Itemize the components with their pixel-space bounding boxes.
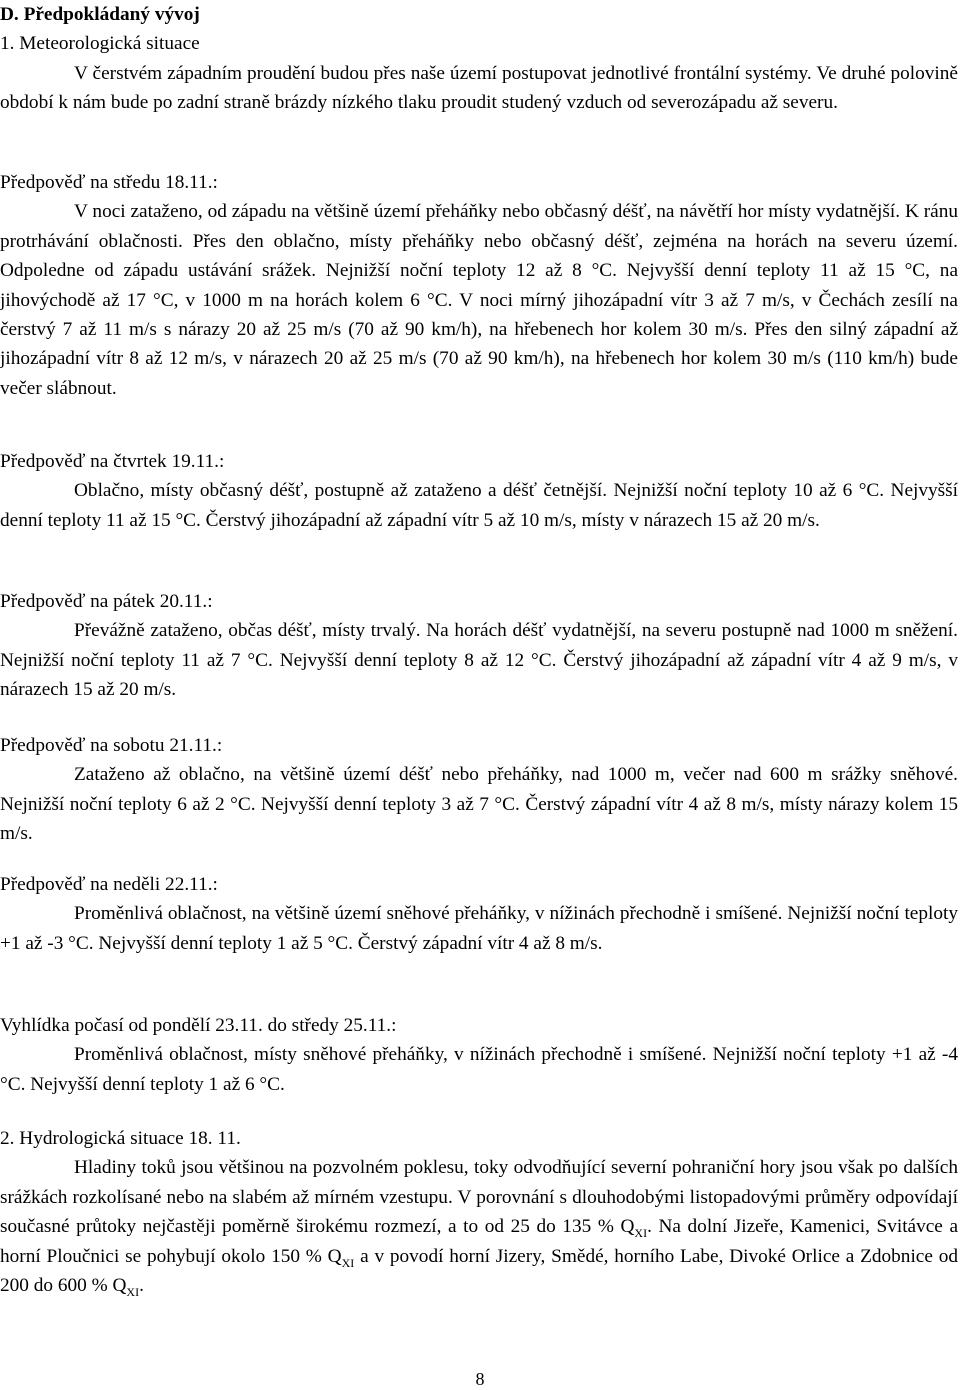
subsection-title-hydro: 2. Hydrologická situace 18. 11.	[0, 1128, 241, 1149]
forecast-label: Předpověď na neděli 22.11.:	[0, 874, 218, 895]
page-number: 8	[475, 1369, 485, 1389]
q-xi-symbol-2: Q	[327, 1245, 342, 1267]
hydro-text-2: . Na dolní Jizeře, Kamenici, Svitávce a horní Ploučnici se pohybují okolo 150 %	[0, 1216, 959, 1267]
section-d	[0, 0, 958, 118]
forecast-label: Předpověď na sobotu 21.11.:	[0, 735, 223, 756]
outlook-text: Proměnlivá oblačnost, místy sněhové přeháňky, v nížinách přechodně i smíšené. Nejnižší noční teploty +1 až -4 °C. Nejvyšší denní teploty 1 až 6 °C.	[0, 1044, 958, 1095]
q-xi-symbol-3: Q	[112, 1275, 127, 1297]
hydro-section	[0, 1124, 958, 1300]
hydro-text-1: Hladiny toků jsou většinou na pozvolném poklesu, toky odvodňující severní pohraniční hory jsou však po dalších srážkách rozkolísané nebo na slabém až mírném vzestupu. V porovnání s dlouhodobými listopadovými průměry odpovídají současné průtoky nejčastěji poměrně širokému rozmezí, a to od 25 do 135 %	[0, 1157, 958, 1238]
forecast-thursday	[0, 447, 958, 535]
outlook-label: Vyhlídka počasí od pondělí 23.11. do středy 25.11.:	[0, 1015, 397, 1036]
forecast-wednesday	[0, 168, 958, 403]
section-title: D. Předpokládaný vývoj	[0, 4, 200, 25]
forecast-text: V noci zataženo, od západu na většině území přeháňky nebo občasný déšť, na návětří hor místy vydatnější. K ránu protrhávání oblačnosti. Přes den oblačno, místy přeháňky nebo občasný déšť, zejména na horách na severu území. Odpoledne od západu ustávání srážek. Nejnižší noční teploty 12 až 8 °C. Nejvyšší denní teploty 11 až 15 °C, na jihovýchodě až 17 °C, v 1000 m na horách kolem 6 °C. V noci mírný jihozápadní vítr 3 až 7 m/s, v Čechách zesílí na čerstvý 7 až 11 m/s s nárazy 20 až 25 m/s (70 až 90 km/h), na hřebenech hor kolem 30 m/s. Přes den silný západní až jihozápadní vítr 8 až 12 m/s, v nárazech 20 až 25 m/s (70 až 90 km/h), na hřebenech hor kolem 30 m/s (110 km/h) bude večer slábnout.	[0, 201, 958, 399]
forecast-label: Předpověď na čtvrtek 19.11.:	[0, 451, 225, 472]
forecast-saturday	[0, 731, 958, 849]
forecast-friday	[0, 587, 958, 705]
forecast-sunday	[0, 870, 958, 958]
q-xi-subscript-2: XI	[341, 1255, 355, 1270]
forecast-text: Převážně zataženo, občas déšť, místy trvalý. Na horách déšť vydatnější, na severu postupně nad 1000 m sněžení. Nejnižší noční teploty 11 až 7 °C. Nejvyšší denní teploty 8 až 12 °C. Čerstvý jihozápadní až západní vítr 4 až 9 m/s, v nárazech 15 až 20 m/s.	[0, 620, 958, 701]
forecast-text: Proměnlivá oblačnost, na většině území sněhové přeháňky, v nížinách přechodně i smíšené. Nejnižší noční teploty +1 až -3 °C. Nejvyšší denní teploty 1 až 5 °C. Čerstvý západní vítr 4 až 8 m/s.	[0, 903, 958, 954]
forecast-text: Zataženo až oblačno, na většině území déšť nebo přeháňky, nad 1000 m, večer nad 600 m srážky sněhové. Nejnižší noční teploty 6 až 2 °C. Nejvyšší denní teploty 3 až 7 °C. Čerstvý západní vítr 4 až 8 m/s, místy nárazy kolem 15 m/s.	[0, 764, 958, 845]
forecast-text: Oblačno, místy občasný déšť, postupně až zataženo a déšť četnější. Nejnižší noční teploty 10 až 6 °C. Nejvyšší denní teploty 11 až 15 °C. Čerstvý jihozápadní až západní vítr 5 až 10 m/s, místy v nárazech 15 až 20 m/s.	[0, 480, 958, 531]
hydro-text-3: a v povodí horní Jizery, Smědé, horního Labe, Divoké Orlice a Zdobnice od 200 do 600 %	[0, 1245, 958, 1297]
outlook	[0, 1011, 958, 1099]
hydro-paragraph	[0, 1153, 958, 1300]
q-xi-symbol-1: Q	[620, 1216, 635, 1238]
q-xi-subscript-1: XI	[634, 1226, 648, 1241]
hydro-text-4: .	[139, 1275, 144, 1297]
meteo-paragraph: V čerstvém západním proudění budou přes naše území postupovat jednotlivé frontální systémy. Ve druhé polovině období k nám bude po zadní straně brázdy nízkého tlaku proudit studený vzduch od severozápadu až severu.	[0, 62, 958, 114]
forecast-label: Předpověď na pátek 20.11.:	[0, 591, 213, 612]
q-xi-subscript-3: XI	[126, 1284, 140, 1299]
forecast-label: Předpověď na středu 18.11.:	[0, 172, 218, 193]
subsection-title-meteo: 1. Meteorologická situace	[0, 33, 200, 55]
